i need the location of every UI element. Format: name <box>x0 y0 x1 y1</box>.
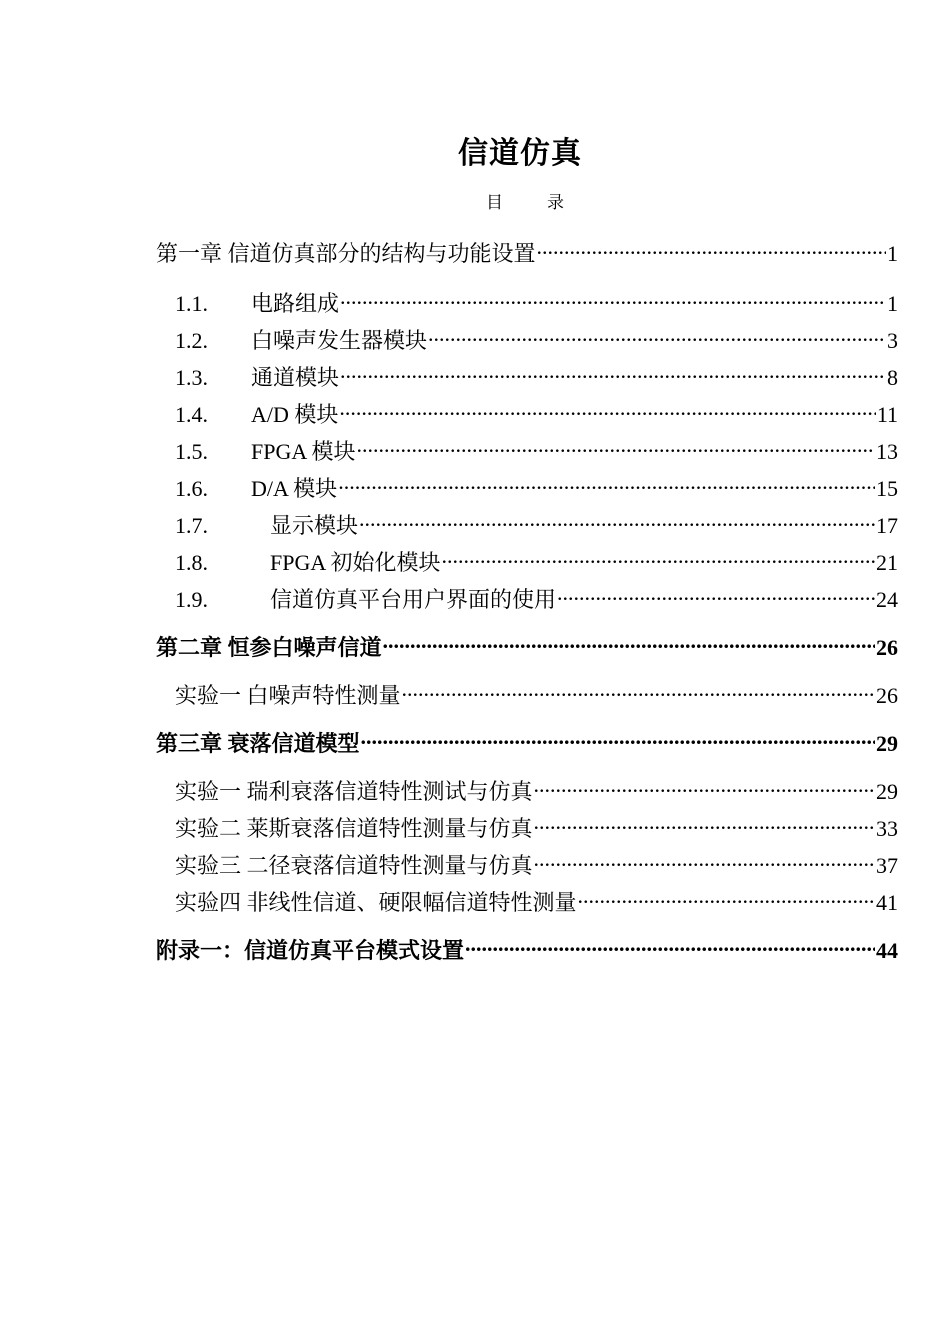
toc-page-number: 21 <box>876 550 898 575</box>
toc-dot-leader <box>340 357 886 385</box>
toc-dot-leader <box>578 882 875 910</box>
toc-page-number: 24 <box>876 587 898 612</box>
toc-dot-leader <box>357 431 875 459</box>
toc-entry-title: 实验一 白噪声特性测量 <box>175 683 401 708</box>
toc-dot-leader <box>534 845 875 873</box>
toc-entry-title: 附录一：信道仿真平台模式设置 <box>156 938 465 963</box>
toc-entry-title: 第一章 信道仿真部分的结构与功能设置 <box>156 241 536 266</box>
toc-entry-title: D/A 模块 <box>251 476 338 501</box>
toc-entry[interactable] <box>175 542 898 575</box>
toc-dot-leader <box>557 579 875 607</box>
toc-dot-leader <box>361 723 875 751</box>
toc-page-number: 3 <box>887 328 898 353</box>
toc-page-number: 1 <box>887 291 898 316</box>
toc-dot-leader <box>465 930 875 958</box>
toc-entry[interactable] <box>175 675 898 708</box>
toc-entry[interactable] <box>156 723 898 756</box>
toc-entry[interactable] <box>175 357 898 390</box>
toc-entry-title: 电路组成 <box>251 291 340 316</box>
toc-page-number: 13 <box>876 439 898 464</box>
toc-section-number: 1.2. <box>175 328 208 353</box>
toc-entry-title: 第二章 恒参白噪声信道 <box>156 635 382 660</box>
toc-entry[interactable] <box>175 283 898 316</box>
toc-page-number: 37 <box>876 853 898 878</box>
toc-dot-leader <box>383 627 875 655</box>
toc-page-number: 26 <box>876 683 898 708</box>
toc-entry[interactable] <box>156 930 898 963</box>
toc-dot-leader <box>339 394 875 422</box>
toc-entry[interactable] <box>175 882 898 915</box>
toc-page-number: 41 <box>876 890 898 915</box>
toc-page-number: 29 <box>876 731 898 756</box>
toc-heading-char-1: 目 <box>486 193 503 212</box>
toc-page-number: 17 <box>876 513 898 538</box>
toc-entry[interactable] <box>175 771 898 804</box>
toc-section-number: 1.6. <box>175 476 208 501</box>
toc-page-number: 8 <box>887 365 898 390</box>
toc-heading <box>486 188 564 213</box>
toc-page-number: 26 <box>876 635 898 660</box>
toc-entry-title: 通道模块 <box>251 365 340 390</box>
toc-page-number: 1 <box>887 241 898 266</box>
toc-entry[interactable] <box>175 468 898 501</box>
toc-entry[interactable] <box>175 808 898 841</box>
toc-dot-leader <box>340 283 886 311</box>
toc-entry-title: 实验三 二径衰落信道特性测量与仿真 <box>175 853 533 878</box>
toc-entry-title: 第三章 衰落信道模型 <box>156 731 360 756</box>
toc-section-number: 1.9. <box>175 587 208 612</box>
toc-dot-leader <box>338 468 875 496</box>
toc-dot-leader <box>428 320 886 348</box>
toc-entry-title: 实验二 莱斯衰落信道特性测量与仿真 <box>175 816 533 841</box>
toc-dot-leader <box>402 675 875 703</box>
toc-dot-leader <box>537 233 886 261</box>
toc-entry[interactable] <box>175 320 898 353</box>
toc-page-number: 11 <box>876 402 898 427</box>
toc-entry[interactable] <box>175 394 898 427</box>
toc-entry[interactable] <box>175 505 898 538</box>
toc-entry[interactable] <box>175 845 898 878</box>
toc-page-number: 29 <box>876 779 898 804</box>
toc-entry-title: 实验四 非线性信道、硬限幅信道特性测量 <box>175 890 577 915</box>
toc-entry-title: 显示模块 <box>270 513 359 538</box>
toc-page-number: 44 <box>876 938 898 963</box>
toc-entry-title: 白噪声发生器模块 <box>251 328 428 353</box>
toc-dot-leader <box>534 808 875 836</box>
toc-entry-title: FPGA 模块 <box>251 439 356 464</box>
toc-entry-title: 信道仿真平台用户界面的使用 <box>270 587 557 612</box>
toc-entry[interactable] <box>156 627 898 660</box>
toc-section-number: 1.7. <box>175 513 208 538</box>
toc-dot-leader <box>359 505 875 533</box>
toc-entry-title: A/D 模块 <box>251 402 339 427</box>
toc-dot-leader <box>534 771 875 799</box>
toc-entry[interactable] <box>175 431 898 464</box>
toc-page-number: 15 <box>876 476 898 501</box>
toc-section-number: 1.8. <box>175 550 208 575</box>
toc-entry[interactable] <box>175 579 898 612</box>
document-title: 信道仿真 <box>458 136 582 171</box>
toc-dot-leader <box>442 542 875 570</box>
toc-section-number: 1.4. <box>175 402 208 427</box>
toc-page-number: 33 <box>876 816 898 841</box>
toc-section-number: 1.1. <box>175 291 208 316</box>
toc-section-number: 1.5. <box>175 439 208 464</box>
toc-entry-title: 实验一 瑞利衰落信道特性测试与仿真 <box>175 779 533 804</box>
toc-entry[interactable] <box>156 233 898 266</box>
toc-entry-title: FPGA 初始化模块 <box>270 550 441 575</box>
toc-heading-char-2: 录 <box>547 193 564 212</box>
toc-section-number: 1.3. <box>175 365 208 390</box>
